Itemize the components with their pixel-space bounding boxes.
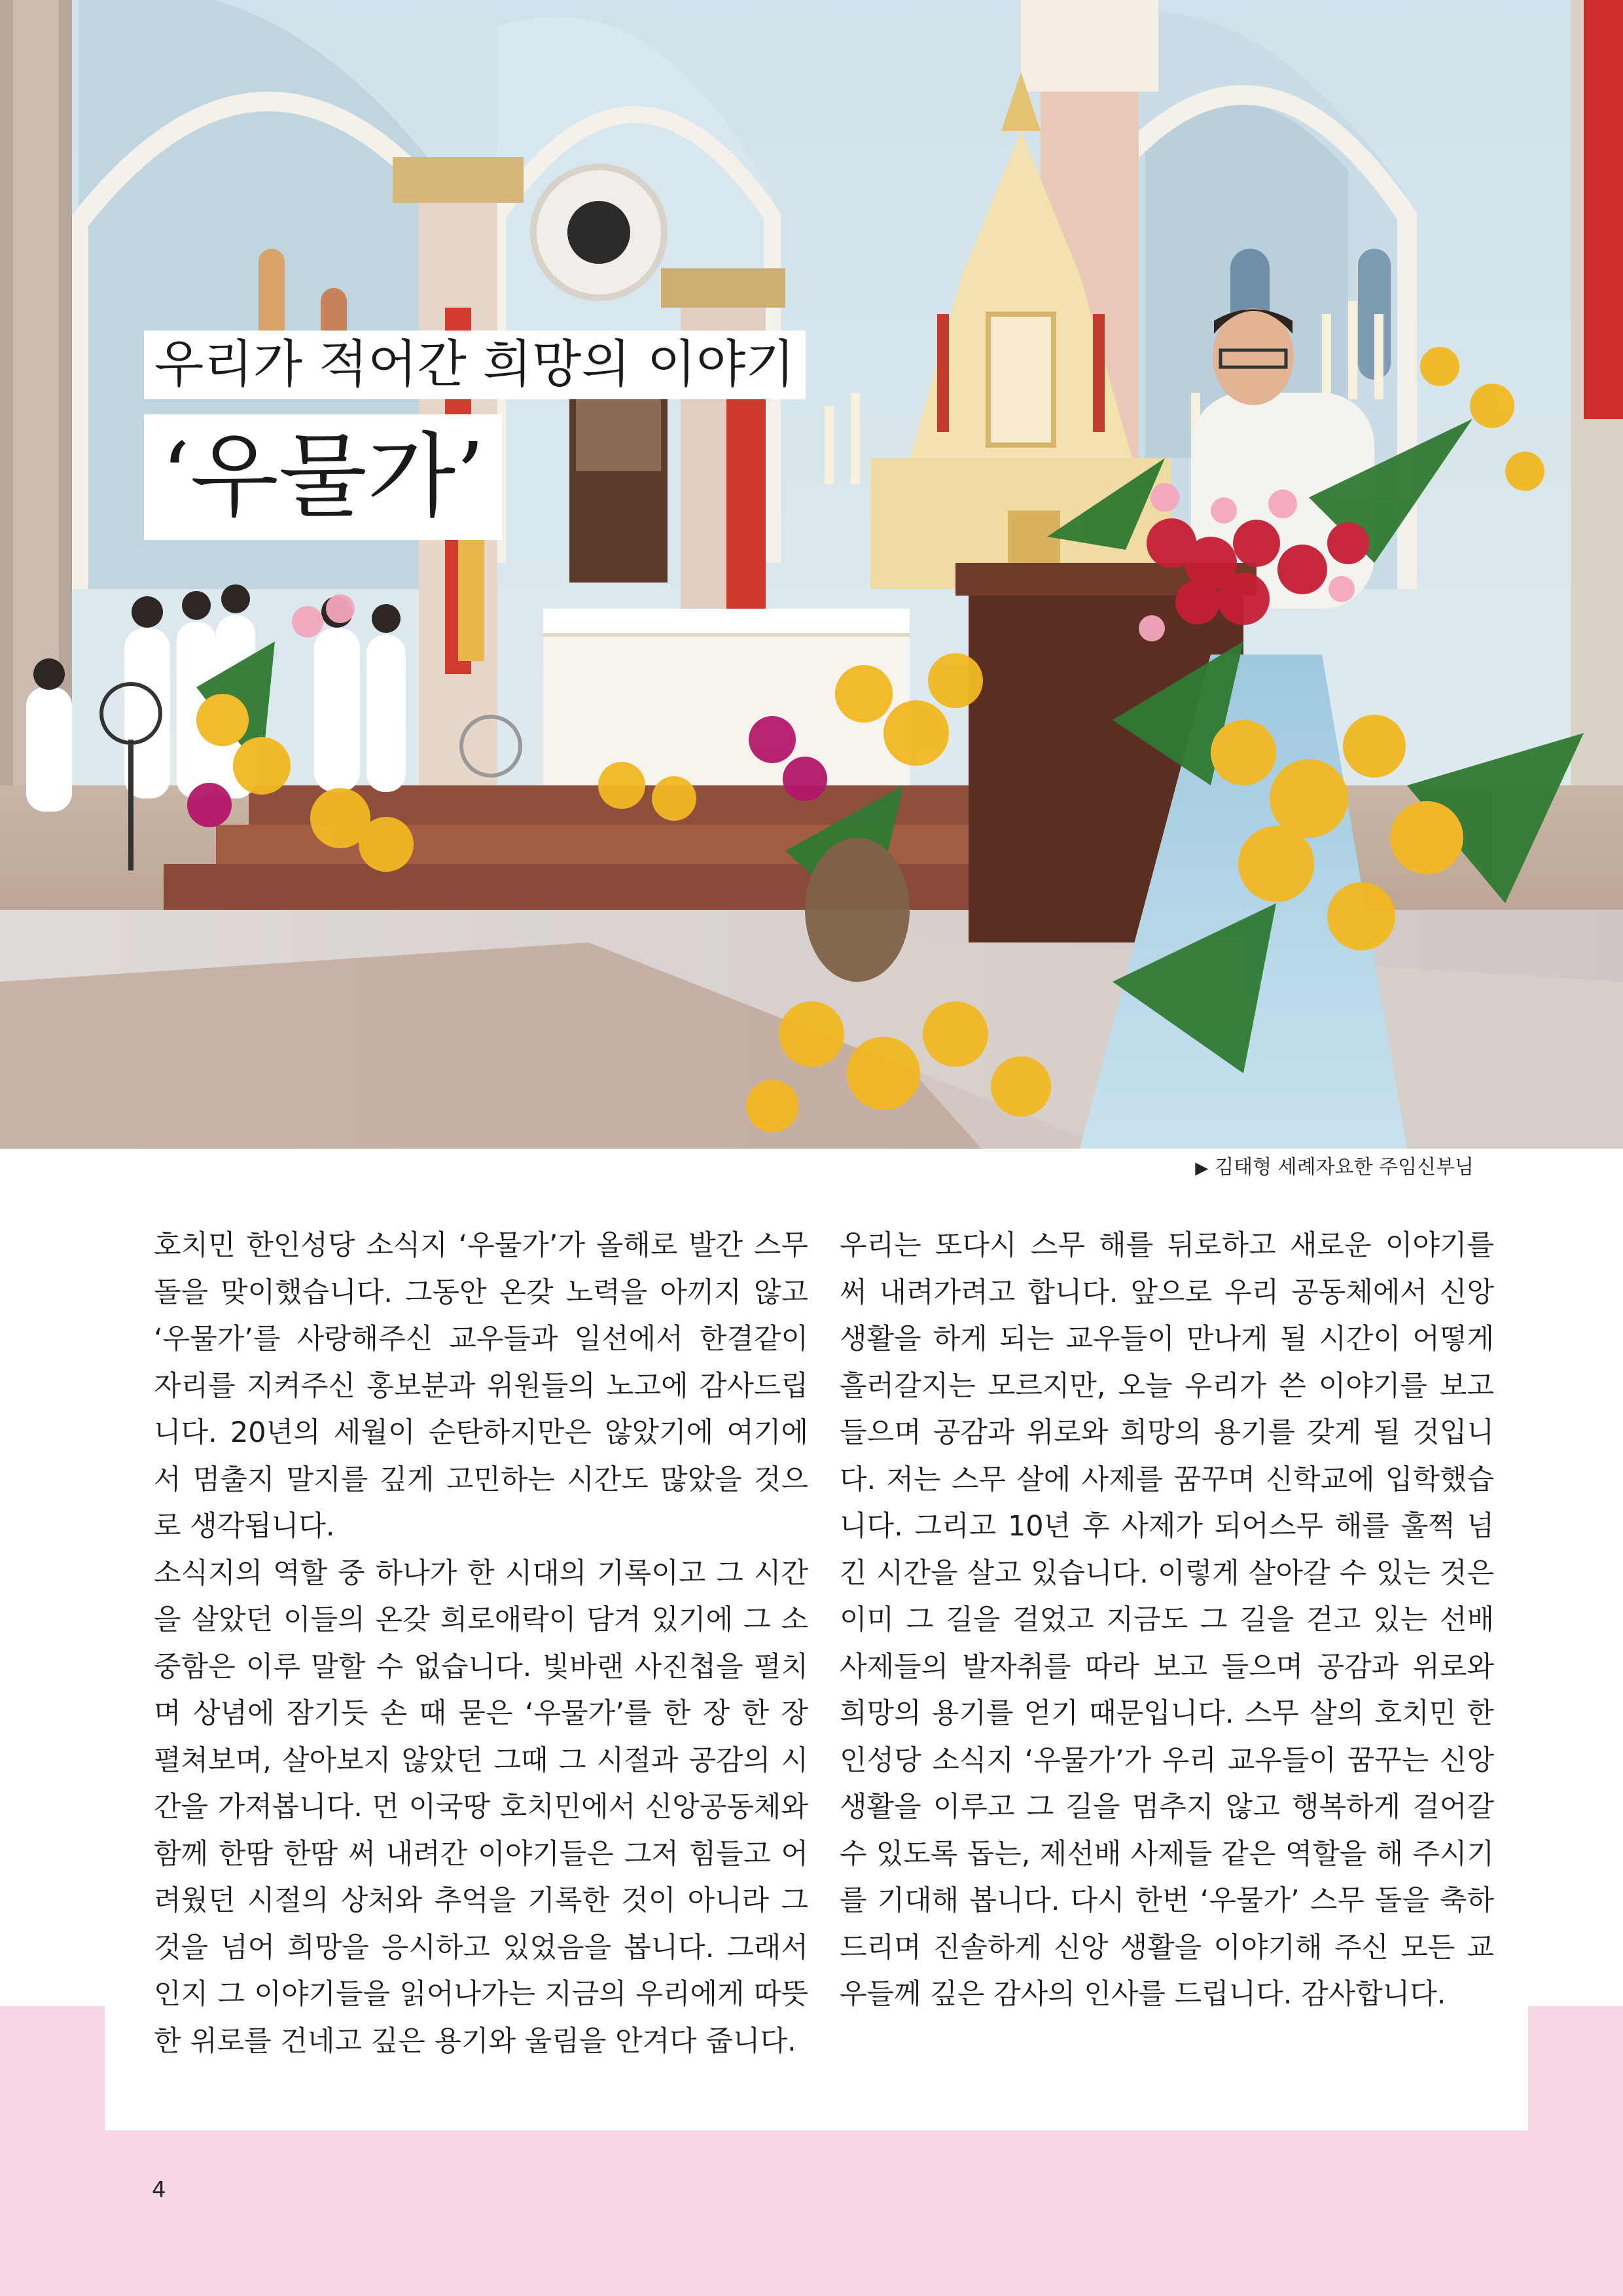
page-title: ‘우물가’ bbox=[144, 414, 502, 540]
caption-text: 김태형 세례자요한 주임신부님 bbox=[1215, 1156, 1474, 1179]
caption-arrow-icon: ▶ bbox=[1195, 1158, 1209, 1178]
article-paragraph: 우리는 또다시 스무 해를 뒤로하고 새로운 이야기를 써 내려가려고 합니다. 앞으로 우리 공동체에서 신앙생활을 하게 되는 교우들이 만나게 될 시간이 어떻게 흘러갈지는 모르지만, 오늘 우리가 쓴 이야기를 보고 들으며 공감과 위로와 희망의 용기를 갖게 될 것입니다. 저는 스무 살에 사제를 꿈꾸며 신학교에 입학했습니다. 그리고 10년 후 사제가 되어스무 해를 훌쩍 넘긴 시간을 살고 있습니다. 이렇게 살아갈 수 있는 것은 이미 그 길을 걸었고 지금도 그 길을 걷고 있는 선배 사제들의 발자취를 따라 보고 들으며 공감과 위로와 희망의 용기를 얻기 때문입니다. 스무 살의 호치민 한인성당 소식지 ‘우물가’가 우리 교우들이 꿈꾸는 신앙생활을 이루고 그 길을 멈추지 않고 행복하게 걸어갈 수 있도록 돕는, 제선배 사제들 같은 역할을 해 주시기를 기대해 봅니다. 다시 한번 ‘우물가’ 스무 돌을 축하드리며 진솔하게 신앙 생활을 이야기해 주신 모든 교우들께 깊은 감사의 인사를 드립니다. 감사합니다. bbox=[840, 1229, 1494, 2011]
page-number: 4 bbox=[152, 2177, 166, 2203]
page-subtitle: 우리가 적어간 희망의 이야기 bbox=[144, 331, 806, 399]
article-column-left bbox=[154, 1223, 808, 2065]
article-column-right bbox=[840, 1223, 1494, 2018]
article-paragraph: 호치민 한인성당 소식지 ‘우물가’가 올해로 발간 스무 돌을 맞이했습니다. 그동안 온갖 노력을 아끼지 않고 ‘우물가’를 사랑해주신 교우들과 일선에서 한결같이 자리를 지켜주신 홍보분과 위원들의 노고에 감사드립니다. 20년의 세월이 순탄하지만은 않았기에 여기에서 멈출지 말지를 깊게 고민하는 시간도 많았을 것으로 생각됩니다. bbox=[154, 1229, 808, 1543]
photo-caption bbox=[1195, 1153, 1474, 1183]
article-paragraph: 소식지의 역할 중 하나가 한 시대의 기록이고 그 시간을 살았던 이들의 온갖 희로애락이 담겨 있기에 그 소중함은 이루 말할 수 없습니다. 빛바랜 사진첩을 펼치며 상념에 잠기듯 손 때 묻은 ‘우물가’를 한 장 한 장 펼쳐보며, 살아보지 않았던 그때 그 시절과 공감의 시간을 가져봅니다. 먼 이국땅 호치민에서 신앙공동체와 함께 한땀 한땀 써 내려간 이야기들은 그저 힘들고 어려웠던 시절의 상처와 추억을 기록한 것이 아니라 그것을 넘어 희망을 응시하고 있었음을 봅니다. 그래서인지 그 이야기들을 읽어나가는 지금의 우리에게 따뜻한 위로를 건네고 깊은 용기와 울림을 안겨다 줍니다. bbox=[154, 1556, 808, 2058]
